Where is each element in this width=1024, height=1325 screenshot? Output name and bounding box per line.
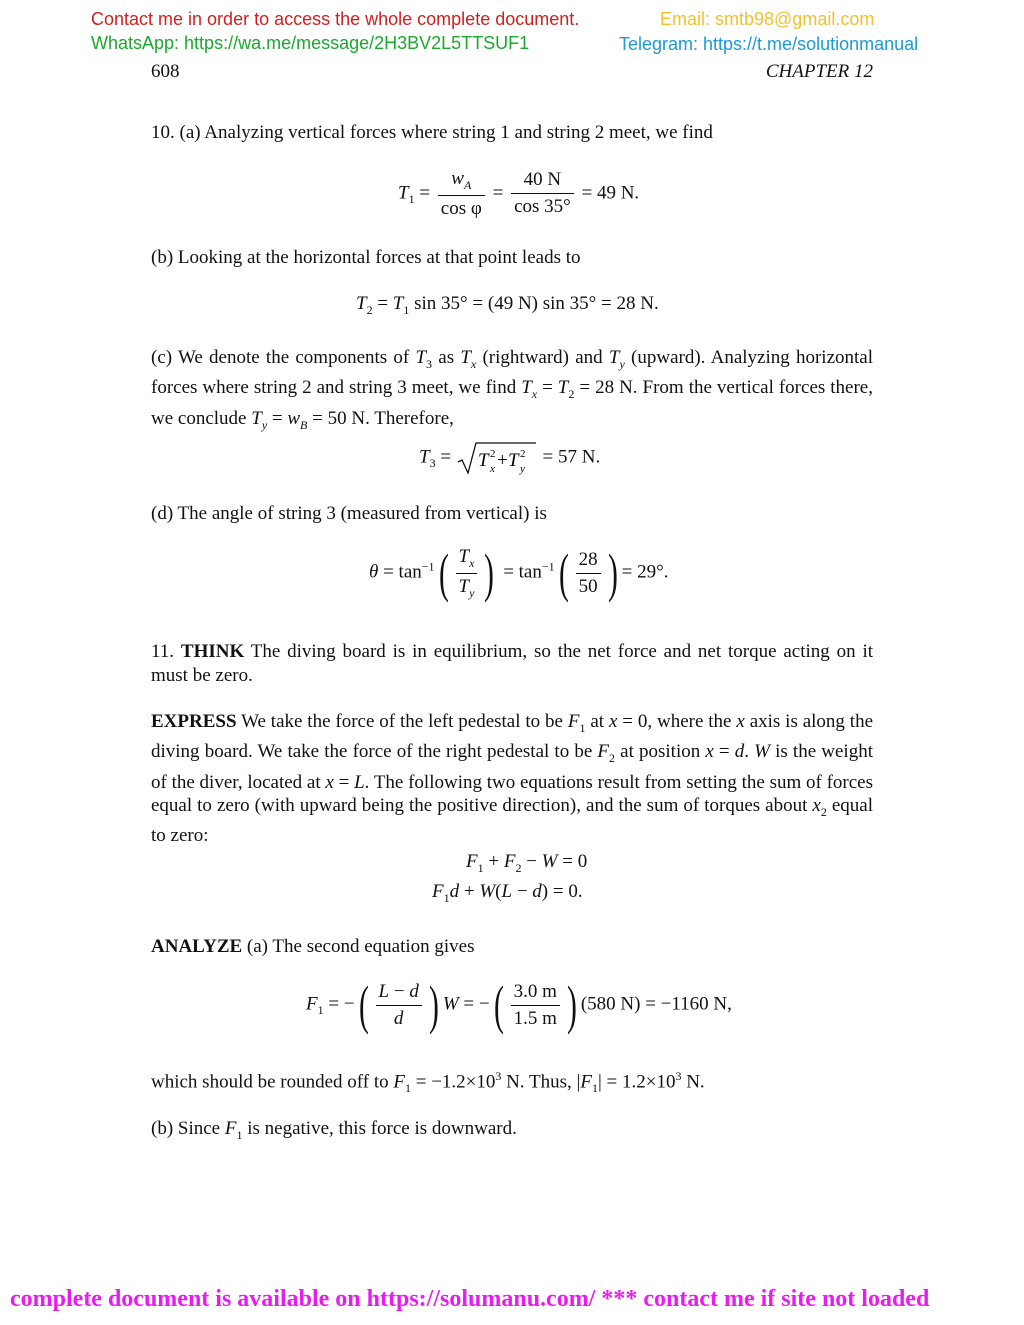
problem-11-express: EXPRESS We take the force of the left pedestal to be $F_1$ at x = 0, where the x axis is along the diving board. We take the force of the right pedestal to be $F_2$ at position x = d. W is the weight of the diver, located at x = L. The following two equations result from setting the sum of forces equal to zero (with upward being the positive direction), and the sum of torques about $x_2$ equal to zero: xyxy=(151,711,874,847)
equation-t1: $T_1$ = $\frac{w_A}{\text{cos φ}}$ = $\frac{40 N}{\cos 35^\circ}$ = 49 N. xyxy=(398,168,640,219)
problem-10d-text: (d) The angle of string 3 (measured from vertical) is xyxy=(151,503,547,524)
chapter-label: CHAPTER 12 xyxy=(765,61,873,82)
page-number: 608 xyxy=(151,61,180,82)
email-link[interactable]: Email: smtb98@gmail.com xyxy=(660,9,875,29)
equation-force-sum: $F_1 + F_2 - W = 0$ xyxy=(466,851,588,875)
equation-torque-sum: $F_1d + W(L - d) = 0$. xyxy=(432,881,583,905)
svg-text:y: y xyxy=(519,463,525,475)
rounding-text: which should be rounded off to $F_1 = -1.2\times 10^3$ N. Thus, $|F_1| = 1.2\times 10^3$ N. xyxy=(151,1069,705,1096)
svg-text:2: 2 xyxy=(519,448,526,460)
equation-theta: $\theta = \tan^{-1}$( $\frac{T_x}{T_y}$ ) = $\tan^{-1}$( $\frac{28}{50}$ ) = 29°. xyxy=(369,543,669,604)
problem-11-think: 11. THINK The diving board is in equilibrium, so the net force and net torque acting on it must be zero. xyxy=(151,641,873,686)
svg-text:2: 2 xyxy=(489,448,496,460)
svg-text:T: T xyxy=(507,450,519,471)
svg-text:x: x xyxy=(489,463,495,475)
equation-t2: $T_2 = T_1$ sin 35° = (49 N) sin 35° = 28 N. xyxy=(356,293,659,317)
whatsapp-link[interactable]: WhatsApp: https://wa.me/message/2H3BV2L5TTSUF1 xyxy=(91,33,530,53)
problem-10b-text: (b) Looking at the horizontal forces at that point leads to xyxy=(151,247,581,268)
square-root-icon xyxy=(456,440,538,476)
equation-t3: $T_3$ = T 2 x + T 2 y = 57 N. xyxy=(419,440,600,476)
footer-notice[interactable]: complete document is available on https://solumanu.com/ *** contact me if site not loaded xyxy=(10,1286,930,1312)
problem-10a-text: 10. (a) Analyzing vertical forces where string 1 and string 2 meet, we find xyxy=(151,122,713,143)
contact-notice: Contact me in order to access the whole complete document. xyxy=(91,9,580,29)
problem-10c-text: (c) We denote the components of $T_3$ as $T_x$ (rightward) and $T_y$ (upward). Analyzing horizontal forces where string 2 and string 3 meet, we find $T_x = T_2 = 28$ N. From the vertical forces there, we conclude $T_y = w_B = 50$ N. Therefore, xyxy=(151,347,873,432)
part-b-text: (b) Since $F_1$ is negative, this force is downward. xyxy=(151,1118,517,1142)
svg-text:T: T xyxy=(477,450,489,471)
svg-text:+: + xyxy=(496,450,508,471)
problem-11-analyze: ANALYZE (a) The second equation gives xyxy=(151,936,475,957)
equation-f1: $F_1$ = −( $\frac{L - d}{d}$ ) W = −( $\frac{3.0 m}{1.5 m}$ ) (580 N) = −1160 N, xyxy=(306,975,732,1035)
telegram-link[interactable]: Telegram: https://t.me/solutionmanual xyxy=(619,34,919,54)
